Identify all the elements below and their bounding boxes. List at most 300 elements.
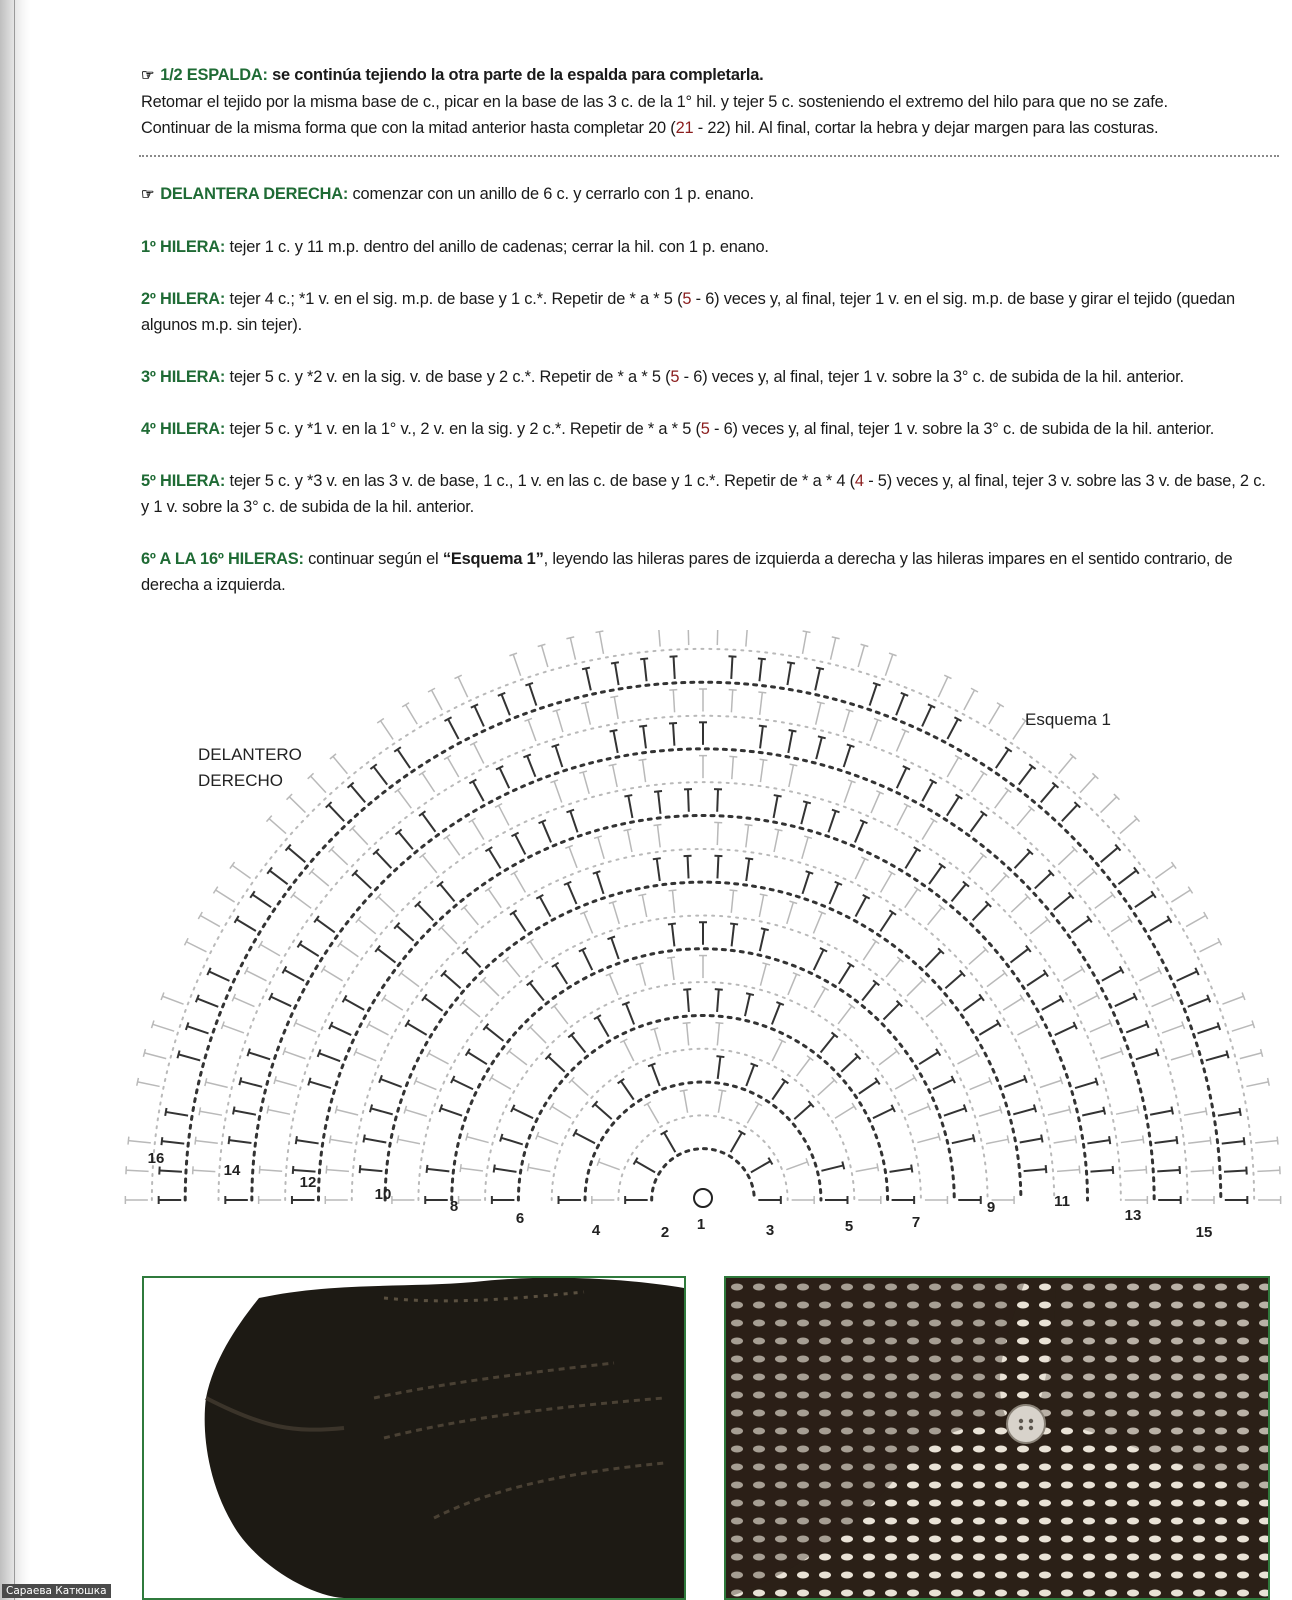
watermark: Сараева Катюшка [2, 1584, 111, 1598]
stitch-top-mark [1079, 1166, 1080, 1174]
stitch-mark [922, 820, 934, 839]
stitch-mark [422, 773, 434, 792]
stitch-mark [352, 828, 367, 844]
stitch-top-mark [832, 810, 840, 813]
stitch-mark [209, 971, 229, 980]
stitch-top-mark [1041, 1135, 1042, 1143]
stitch-mark [688, 630, 689, 645]
stitch-mark [642, 895, 646, 917]
stitch-mark [371, 1108, 393, 1114]
dotted-divider [139, 155, 1279, 157]
stitch-mark [1077, 872, 1094, 886]
chain-arc-5 [518, 1015, 887, 1200]
stitch-top-mark [930, 818, 937, 822]
stitch-top-mark [1210, 1137, 1211, 1145]
stitch-mark [814, 950, 824, 970]
stitch-mark [813, 913, 822, 934]
stitch-mark [896, 694, 904, 715]
stitch-top-mark [669, 723, 677, 724]
stitch-mark [1057, 1170, 1079, 1172]
stitch-mark [859, 1081, 878, 1094]
stitch-top-mark [1176, 1136, 1177, 1144]
stitch-mark [672, 924, 675, 946]
stitch-mark [1090, 1170, 1112, 1172]
row-number-left: 4 [591, 1222, 601, 1239]
row-5-instruction [141, 468, 1276, 520]
stitch-top-mark [750, 1063, 757, 1066]
stitch-mark [223, 1025, 244, 1033]
stitch-mark [537, 1136, 558, 1144]
stitch-mark [717, 856, 718, 878]
stitch-mark [317, 919, 335, 932]
stitch-mark [206, 1082, 228, 1087]
stitch-mark [843, 710, 849, 732]
stitch-top-mark [758, 692, 766, 693]
stitch-top-mark [610, 730, 618, 731]
stitch-mark [881, 873, 892, 893]
rows-6-16-text-a: continuar según el [303, 550, 443, 568]
stitch-top-mark [776, 1002, 783, 1005]
stitch-mark [340, 944, 358, 957]
stitch-top-mark [1069, 1106, 1071, 1114]
stitch-top-mark [205, 1078, 207, 1086]
stitch-mark [599, 1162, 620, 1170]
stitch-mark [570, 811, 577, 832]
stitch-top-mark [1005, 788, 1011, 793]
row-5-number: 4 [854, 472, 864, 490]
stitch-mark [166, 1112, 188, 1116]
row-2-label: 2º HILERA: [141, 290, 226, 308]
stitch-mark [971, 773, 983, 792]
stitch-mark [926, 1003, 943, 1017]
stitch-mark [319, 1053, 340, 1061]
stitch-mark [880, 913, 892, 932]
stitch-top-mark [143, 1049, 145, 1057]
stitch-mark [398, 1139, 420, 1143]
rows-6-16-instruction [141, 546, 1276, 598]
stitch-mark [448, 757, 459, 777]
stitch-top-mark [196, 995, 199, 1002]
stitch-mark [886, 960, 900, 977]
stitch-mark [232, 865, 250, 878]
chain-arc-7 [452, 949, 954, 1200]
stitch-mark [229, 1140, 251, 1143]
stitch-mark [905, 849, 917, 868]
stitch-top-mark [596, 631, 604, 632]
stitch-mark [381, 1079, 402, 1087]
stitch-mark [1150, 1110, 1172, 1114]
stitch-mark [555, 965, 567, 984]
stitch-mark [1184, 1111, 1206, 1115]
stitch-mark [548, 1056, 565, 1071]
stitch-mark [1027, 973, 1046, 985]
stitch-mark [1115, 997, 1135, 1007]
stitch-mark [1013, 721, 1026, 740]
stitch-top-mark [1240, 1108, 1241, 1116]
stitch-mark [514, 873, 525, 893]
stitch-top-mark [1128, 916, 1132, 923]
stitch-mark [751, 1161, 771, 1172]
stitch-top-mark [964, 1104, 967, 1112]
stitch-top-mark [607, 937, 615, 940]
stitch-mark [499, 805, 509, 825]
stitch-top-mark [806, 871, 814, 873]
stitch-top-mark [873, 683, 881, 686]
stitch-top-mark [636, 963, 644, 965]
stitch-mark [772, 1081, 785, 1100]
stitch-mark [717, 1023, 719, 1045]
stitch-mark [159, 1171, 181, 1172]
stitch-top-mark [229, 1136, 230, 1144]
stitch-mark [572, 1080, 589, 1095]
stitch-mark [483, 980, 499, 996]
stitch-top-mark [761, 928, 769, 930]
stitch-mark [897, 805, 907, 825]
stitch-mark [1177, 971, 1197, 980]
stitch-mark [126, 1170, 148, 1171]
back-lead: se continúa tejiendo la otra parte de la espalda para completarla. [267, 66, 764, 84]
stitch-mark [839, 965, 851, 984]
stitch-mark [464, 907, 478, 924]
stitch-mark [658, 630, 660, 647]
stitch-mark [530, 1027, 546, 1043]
row-3-text-a: tejer 5 c. y *2 v. en la sig. v. de base y 2 c.*. Repetir de * a * 5 ( [225, 368, 671, 386]
stitch-mark [472, 820, 484, 839]
stitch-mark [717, 630, 718, 645]
stitch-mark [731, 690, 732, 712]
stitch-top-mark [1081, 966, 1085, 973]
stitch-top-mark [1034, 1105, 1036, 1113]
row-3-number: 5 [670, 368, 680, 386]
stitch-mark [908, 1106, 929, 1115]
stitch-top-mark [730, 924, 738, 925]
stitch-mark [237, 919, 256, 931]
stitch-top-mark [233, 1107, 234, 1115]
stitch-mark [772, 1041, 782, 1061]
chart-side-label-2: DERECHO [198, 771, 284, 790]
stitch-top-mark [360, 1165, 361, 1173]
chain-arc-2 [618, 1115, 787, 1200]
stitch-mark [964, 690, 975, 710]
chart-title: Esquema 1 [1025, 710, 1111, 729]
stitch-mark [599, 632, 603, 654]
stitch-mark [996, 749, 1009, 768]
chart-round-4 [527, 1023, 880, 1204]
stitch-top-mark [527, 939, 534, 943]
stitch-mark [440, 884, 454, 901]
stitch-top-mark [1137, 1106, 1139, 1114]
stitch-mark [818, 1080, 835, 1095]
stitch-mark [1255, 1141, 1277, 1143]
stitch-mark [399, 832, 413, 849]
stitch-mark [300, 944, 319, 956]
stitch-mark [856, 1167, 878, 1171]
stitch-mark [746, 825, 749, 847]
stitch-top-mark [622, 1002, 629, 1005]
stitch-mark [802, 837, 808, 859]
stitch-top-mark [716, 1056, 724, 1057]
stitch-mark [418, 904, 434, 920]
stitch-mark [1078, 996, 1098, 1006]
stitch-top-mark [745, 825, 753, 826]
stitch-mark [626, 1003, 634, 1024]
stitch-mark [987, 973, 1005, 987]
stitch-mark [195, 1141, 217, 1144]
stitch-mark [289, 797, 305, 813]
stitch-top-mark [914, 887, 921, 892]
stitch-mark [760, 692, 763, 714]
stitch-mark [356, 1052, 377, 1061]
stitch-mark [855, 859, 865, 879]
row-number-right: 7 [911, 1214, 921, 1231]
stitch-top-mark [466, 1133, 468, 1141]
stitch-mark [1030, 920, 1047, 934]
stitch-mark [885, 654, 892, 675]
stitch-mark [260, 1170, 282, 1172]
stitch-mark [444, 973, 461, 988]
stitch-mark [1126, 1024, 1147, 1032]
stitch-mark [844, 746, 851, 767]
stitch-mark [568, 883, 577, 904]
stitch-mark [786, 1162, 807, 1170]
stitch-top-mark [1046, 1165, 1047, 1173]
stitch-mark [528, 1167, 550, 1171]
stitch-top-mark [938, 1133, 940, 1141]
stitch-mark [821, 1165, 843, 1170]
stitch-top-mark [789, 764, 797, 766]
stitch-mark [873, 1108, 893, 1118]
stitch-mark [788, 731, 792, 753]
stitch-top-mark [648, 1063, 655, 1066]
stitch-mark [828, 811, 835, 832]
stitch-mark [1224, 1171, 1246, 1172]
stitch-top-mark [803, 801, 811, 803]
stitch-top-mark [581, 702, 589, 704]
stitch-mark [330, 1139, 352, 1143]
stitch-mark [1188, 999, 1209, 1007]
stitch-mark [1090, 1023, 1111, 1032]
crochet-chart-esquema-1 [0, 630, 1292, 1270]
stitch-top-mark [610, 696, 618, 697]
stitch-top-mark [1171, 1107, 1172, 1115]
stitch-mark [944, 1108, 965, 1115]
stitch-top-mark [638, 894, 646, 896]
stitch-top-mark [1261, 1049, 1263, 1057]
stitch-mark [284, 1051, 305, 1059]
stitch-mark [569, 847, 577, 868]
row-3-instruction [141, 364, 1276, 390]
row-number-left: 2 [660, 1224, 670, 1241]
stitch-top-mark [291, 892, 296, 898]
stitch-top-mark [552, 744, 560, 746]
stitch-top-mark [582, 668, 590, 670]
stitch-top-mark [654, 825, 662, 826]
stitch-mark [858, 645, 864, 667]
row-number-right: 9 [986, 1199, 996, 1216]
stitch-mark [463, 1003, 480, 1017]
stitch-mark [575, 1133, 595, 1143]
stitch-top-mark [579, 771, 587, 773]
stitch-mark [1004, 1079, 1025, 1087]
stitch-top-mark [161, 1137, 162, 1145]
stitch-mark [644, 659, 646, 681]
stitch-mark [288, 848, 305, 863]
stitch-mark [989, 705, 1001, 724]
stitch-mark [296, 1140, 318, 1143]
stitch-top-mark [326, 1166, 327, 1174]
stitch-mark [814, 988, 825, 1008]
stitch-mark [1019, 767, 1033, 785]
stitch-mark [358, 920, 375, 934]
stitch-mark [1171, 1053, 1193, 1059]
stitch-mark [787, 663, 791, 685]
stitch-mark [378, 897, 394, 912]
stitch-mark [1059, 756, 1073, 773]
stitch-top-mark [1179, 1166, 1180, 1174]
garment-photo-left [142, 1276, 686, 1600]
stitch-top-mark [1244, 1137, 1245, 1145]
row-number-left: 6 [515, 1210, 525, 1227]
stitch-mark [938, 677, 948, 697]
stitch-mark [688, 789, 689, 812]
stitch-top-mark [566, 810, 574, 813]
stitch-top-mark [1146, 1166, 1147, 1174]
back-heading: 1/2 ESPALDA: [160, 66, 268, 84]
stitch-top-mark [1143, 1136, 1144, 1144]
row-4-number: 5 [700, 420, 710, 438]
stitch-mark [952, 884, 966, 901]
back-line-2b: - 22) hil. Al final, cortar la hebra y dejar margen para las costuras. [693, 119, 1159, 137]
row-4-instruction [141, 416, 1276, 442]
stitch-mark [1075, 1082, 1097, 1088]
stitch-mark [597, 1017, 608, 1037]
stitch-top-mark [847, 744, 855, 746]
crochet-garment-image [144, 1278, 684, 1598]
stitch-mark [995, 790, 1008, 808]
stitch-mark [855, 822, 864, 843]
stitch-top-mark [787, 662, 795, 663]
stitch-top-mark [1095, 1078, 1097, 1086]
stitch-top-mark [803, 631, 811, 632]
stitch-top-mark [427, 1165, 428, 1173]
stitch-mark [501, 1138, 523, 1145]
stitch-mark [1150, 919, 1169, 931]
stitch-mark [585, 703, 590, 725]
stitch-mark [406, 705, 418, 724]
stitch-mark [513, 1108, 533, 1118]
stitch-mark [760, 760, 763, 782]
stitch-mark [835, 1106, 854, 1118]
stitch-mark [801, 802, 807, 824]
stitch-top-mark [399, 970, 404, 976]
row-2-number: 5 [682, 290, 692, 308]
stitch-top-mark [1113, 1166, 1114, 1174]
stitch-top-mark [1188, 887, 1192, 894]
stitch-mark [162, 1141, 184, 1143]
stitch-top-mark [669, 890, 677, 891]
stitch-top-mark [177, 1051, 179, 1059]
stitch-top-mark [485, 887, 492, 892]
stitch-mark [609, 974, 618, 995]
stitch-mark [598, 837, 604, 859]
stitch-mark [1058, 849, 1074, 864]
stitch-mark [673, 723, 674, 745]
stitch-top-mark [1268, 1078, 1270, 1086]
stitch-mark [747, 1104, 758, 1124]
stitch-top-mark [715, 1023, 723, 1024]
stitch-mark [919, 1052, 938, 1064]
stitch-mark [312, 872, 329, 886]
stitch-top-mark [668, 924, 676, 925]
stitch-mark [474, 743, 484, 763]
row-5-text-b: - 5) veces y, al final, tejer 3 v. sobre las 3 v. de base, 2 c. y 1 v. sobre la 3° c. de subida de la hil. anterior. [141, 472, 1266, 516]
stitch-top-mark [165, 1108, 166, 1116]
stitch-top-mark [1171, 862, 1176, 869]
stitch-top-mark [1146, 1020, 1149, 1027]
stitch-top-mark [377, 719, 384, 723]
stitch-mark [416, 1081, 437, 1090]
stitch-mark [717, 823, 718, 846]
stitch-mark [556, 710, 562, 732]
stitch-mark [360, 1169, 382, 1171]
stitch-top-mark [718, 1090, 726, 1091]
chain-arc-1 [652, 1149, 755, 1200]
stitch-mark [718, 1091, 722, 1113]
pointing-hand-icon: ☞ [141, 186, 155, 203]
stitch-mark [407, 1023, 426, 1035]
stitch-top-mark [611, 662, 619, 663]
stitch-mark [907, 980, 923, 996]
stitch-mark [928, 907, 942, 924]
stitch-top-mark [259, 1166, 260, 1174]
stitch-mark [376, 852, 391, 868]
stitch-mark [957, 1053, 977, 1064]
stitch-top-mark [842, 1162, 844, 1170]
stitch-mark [1071, 919, 1089, 932]
stitch-mark [759, 659, 761, 681]
stitch-mark [647, 1104, 658, 1124]
stitch-mark [555, 746, 562, 767]
stitch-mark [144, 1053, 166, 1059]
stitch-mark [841, 1056, 858, 1071]
stitch-mark [162, 996, 183, 1004]
stitch-mark [1191, 1170, 1213, 1171]
stitch-mark [929, 866, 942, 884]
stitch-mark [664, 1133, 675, 1153]
row-4-text-a: tejer 5 c. y *1 v. en la 1° v., 2 v. en la sig. y 2 c.*. Repetir de * a * 5 ( [225, 420, 701, 438]
stitch-mark [717, 989, 719, 1011]
stitch-mark [831, 638, 836, 660]
stitch-mark [467, 1137, 489, 1143]
stitch-mark [432, 690, 443, 710]
stitch-mark [1157, 1170, 1179, 1171]
stitch-mark [234, 1110, 256, 1114]
stitch-mark [331, 849, 347, 864]
stitch-mark [488, 889, 501, 908]
stitch-mark [246, 971, 266, 981]
stitch-top-mark [230, 862, 235, 869]
row-number-right: 15 [1195, 1224, 1213, 1241]
stitch-top-mark [1207, 995, 1210, 1002]
stitch-top-mark [370, 1105, 372, 1113]
stitch-mark [582, 950, 592, 970]
stitch-mark [293, 1170, 315, 1172]
stitch-mark [453, 1079, 473, 1089]
stitch-mark [528, 720, 536, 741]
stitch-mark [879, 1051, 897, 1065]
stitch-mark [1240, 1053, 1262, 1059]
chain-arc-4 [552, 1049, 855, 1200]
